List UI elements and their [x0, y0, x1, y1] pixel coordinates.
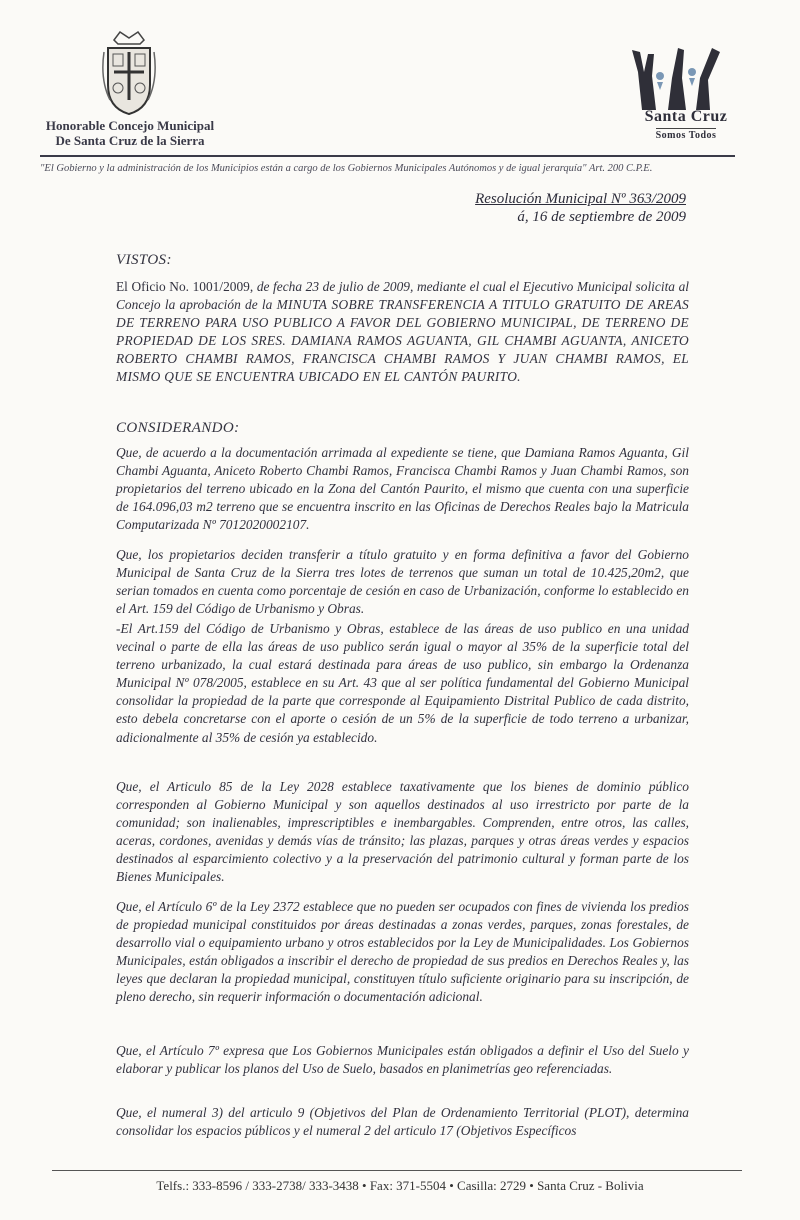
coat-of-arms-icon [100, 30, 158, 116]
resolution-block [475, 190, 686, 226]
vistos-text: de fecha 23 de julio de 2009, mediante el cual el Ejecutivo Municipal solicita al Concejo la aprobación de la [116, 279, 689, 313]
council-line-2: De Santa Cruz de la Sierra [55, 133, 205, 148]
council-line-1: Honorable Concejo Municipal [45, 118, 215, 133]
footer-divider [52, 1170, 742, 1171]
paragraph-3: -El Art.159 del Código de Urbanismo y Obras, establece de las áreas de uso publico en una unidad vecinal o parte de ella las áreas de uso publico serán igual o mayor al 35% de la superficie total del terreno urbanizado, la cual estará destinada para áreas de uso publico, sin embargo la Ordenanza Municipal Nº 078/2005, establece en su Art. 43 que al ser política fundamental del Gobierno Municipal consolidar la propiedad de la parte que corresponde al Equipamiento Distrital Publico de cada distrito, esto debela concretarse con el aporte o cesión de un 5% de la superficie de todo terreno a urbanizar, adicionalmente al 35% de cesión ya establecido. [116, 621, 689, 745]
council-name [40, 118, 220, 148]
vistos-heading: VISTOS: [116, 252, 172, 268]
brand-name: Santa Cruz [644, 108, 728, 125]
constitution-quote: "El Gobierno y la administración de los Municipios están a cargo de los Gobiernos Municipales Autónomos y de igual jerarquía" Art. 200 C.P.E. [40, 163, 653, 174]
considerando-heading: CONSIDERANDO: [116, 420, 240, 436]
brand-tagline: Somos Todos [655, 130, 717, 141]
resolution-title: Resolución Municipal Nº 363/2009 [475, 191, 686, 207]
vistos-lead: El Oficio No. 1001/2009, [116, 279, 254, 294]
paragraph-5: Que, el Artículo 6º de la Ley 2372 establece que no pueden ser ocupados con fines de vivienda los predios de propiedad municipal constituidos por áreas destinadas a zonas verdes, parques, zonas forestales, de desarrollo vial o equipamiento urbano y otros establecidos por la Ley de Municipalidades. Los Gobiernos Municipales, están obligados a inscribir el derecho de propiedad de sus predios en Derechos Reales y, las leyes que declaran la propiedad municipal, constituyen título suficiente originario para su inscripción, de pleno derecho, sin requerir información o documentación adicional. [116, 899, 689, 1005]
paragraph-6: Que, el Artículo 7º expresa que Los Gobiernos Municipales están obligados a definir el Uso del Suelo y elaborar y publicar los planos del Uso de Suelo, basados en planimetrías geo referenciadas. [116, 1043, 689, 1077]
paragraph-4: Que, el Articulo 85 de la Ley 2028 establece taxativamente que los bienes de dominio público corresponden al Gobierno Municipal y son aquellos destinados al uso irrestricto por parte de la comunidad; son inalienables, imprescriptibles e inembargables. Comprenden, entre otros, las calles, aceras, cordones, avenidas y demás vías de tránsito; las plazas, parques y otras áreas verdes y espacios destinados al esparcimiento colectivo y a la preservación del patrimonio cultural y forman parte de los Bienes Municipales. [116, 779, 689, 885]
resolution-date: á, 16 de septiembre de 2009 [517, 209, 686, 225]
paragraph-2: Que, los propietarios deciden transferir a título gratuito y en forma definitiva a favor del Gobierno Municipal de Santa Cruz de la Sierra tres lotes de terrenos que suman un total de 10.425,20m2, que serian tomados en cuenta como porcentaje de cesión en caso de Urbanización, conforme lo establecido en el Art. 159 del Código de Urbanismo y Obras. [116, 547, 689, 617]
vistos-paragraph [116, 278, 689, 387]
header-divider [40, 155, 735, 157]
santa-cruz-logo-icon [612, 42, 732, 112]
brand-block [636, 108, 736, 143]
paragraph-1: Que, de acuerdo a la documentación arrimada al expediente se tiene, que Damiana Ramos Aguanta, Gil Chambi Aguanta, Aniceto Roberto Chambi Ramos, Francisca Chambi Ramos y Juan Chambi Ramos, son propietarios del terreno ubicado en la Zona del Cantón Paurito, el mismo que cuenta con una superficie de 164.096,03 m2 terreno que se encuentra inscrito en las Oficinas de Derechos Reales bajo la Matricula Computarizada Nº 7012020002107. [116, 445, 689, 533]
paragraph-7: Que, el numeral 3) del articulo 9 (Objetivos del Plan de Ordenamiento Territorial (PLOT), determina consolidar los espacios públicos y el numeral 2 del articulo 17 (Objetivos Específicos [116, 1105, 689, 1139]
footer-contact: Telfs.: 333-8596 / 333-2738/ 333-3438 • Fax: 371-5504 • Casilla: 2729 • Santa Cruz - Bolivia [156, 1178, 644, 1193]
vistos-caps: MINUTA SOBRE TRANSFERENCIA A TITULO GRATUITO DE AREAS DE TERRENO PARA USO PUBLICO A FAVOR DEL GOBIERNO MUNICIPAL, DE TERRENO DE PROPIEDAD DE LOS SRES. DAMIANA RAMOS AGUANTA, GIL CHAMBI AGUANTA, ANICETO ROBERTO CHAMBI RAMOS, FRANCISCA CHAMBI RAMOS Y JUAN CHAMBI RAMOS, EL MISMO QUE SE ENCUENTRA UBICADO EN EL CANTÓN PAURITO. [116, 297, 689, 385]
